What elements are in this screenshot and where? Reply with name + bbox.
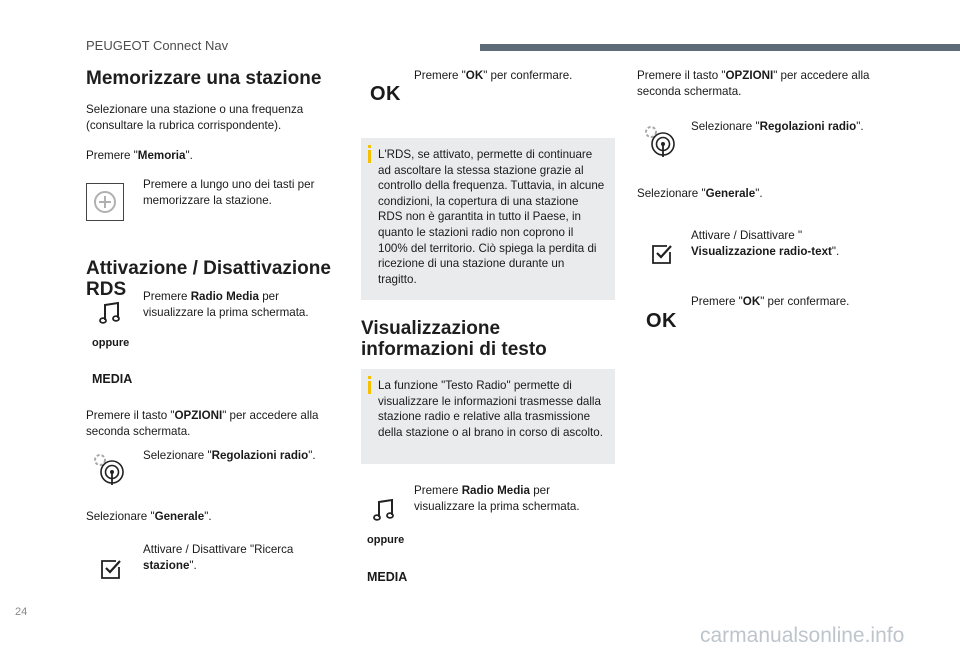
step-ok-confirm: Premere "OK" per confermare. (414, 69, 573, 82)
step-radio-media: Premere Radio Media per visualizzare la prima schermata. (414, 484, 580, 513)
manual-brand-header: PEUGEOT Connect Nav (86, 38, 229, 53)
ok-button-icon: OK (646, 310, 677, 332)
radio-settings-gear-icon (643, 124, 677, 158)
info-icon (368, 150, 371, 163)
info-box-testo (361, 369, 615, 464)
step-ok-confirm: Premere "OK" per confermare. (691, 295, 850, 308)
info-icon (368, 381, 371, 394)
watermark: carmanualsonline.info (700, 624, 905, 647)
step-long-press: Premere a lungo uno dei tasti per memorizzare la stazione. (143, 178, 315, 207)
paragraph-press-memoria: Premere "Memoria". (86, 149, 193, 162)
info-icon-dot (368, 376, 371, 379)
oppure-label: oppure (92, 337, 130, 349)
section-title-testo: Visualizzazione informazioni di testo (361, 318, 547, 360)
step-regolazioni: Selezionare "Regolazioni radio". (691, 120, 864, 133)
paragraph-generale: Selezionare "Generale". (86, 510, 212, 523)
music-note-icon (372, 497, 398, 523)
radio-settings-gear-icon (92, 452, 126, 486)
memory-plus-button-icon (86, 183, 124, 221)
page-number: 24 (15, 606, 28, 618)
checkbox-checked-icon (651, 243, 673, 265)
oppure-label: oppure (367, 534, 405, 546)
info-icon-dot (368, 145, 371, 148)
header-bar (480, 44, 960, 51)
media-button-label: MEDIA (367, 570, 408, 584)
step-regolazioni: Selezionare "Regolazioni radio". (143, 449, 316, 462)
step-ricerca-stazione: Attivare / Disattivare "Ricerca stazione". (143, 543, 294, 572)
ok-button-icon: OK (370, 83, 401, 105)
paragraph-select-station: Selezionare una stazione o una frequenza (consultare la rubrica corrispondente). (86, 103, 304, 132)
info-box-rds (361, 138, 615, 300)
step-radio-media: Premere Radio Media per visualizzare la prima schermata. (143, 290, 309, 319)
checkbox-checked-icon (100, 558, 122, 580)
section-title-memorizzare: Memorizzare una stazione (86, 68, 322, 89)
paragraph-generale: Selezionare "Generale". (637, 187, 763, 200)
info-text-rds: L'RDS, se attivato, permette di continuare ad ascoltare la stessa stazione grazie al controllo della frequenza. Tuttavia, in alcune condizioni, la copertura di una stazione RDS non è garantita in tutto il Paese, in quanto le stazioni radio non coprono il 100% del territorio. Ciò spiega la perdita di ricezione di una stazione durante un tragitto. (378, 148, 605, 286)
step-visualizzazione-radio-text: Attivare / Disattivare " Visualizzazione radio-text". (691, 229, 840, 258)
section-title-rds: Attivazione / Disattivazione RDS (86, 258, 331, 300)
info-text-testo: La funzione "Testo Radio" permette di visualizzare le informazioni trasmesse dalla stazione radio e relative alla trasmissione della stazione o al brano in corso di ascolto. (378, 379, 603, 439)
music-note-icon (98, 300, 124, 326)
paragraph-opzioni: Premere il tasto "OPZIONI" per accedere alla seconda schermata. (637, 69, 870, 98)
media-button-label: MEDIA (92, 372, 133, 386)
paragraph-opzioni: Premere il tasto "OPZIONI" per accedere alla seconda schermata. (86, 409, 319, 438)
